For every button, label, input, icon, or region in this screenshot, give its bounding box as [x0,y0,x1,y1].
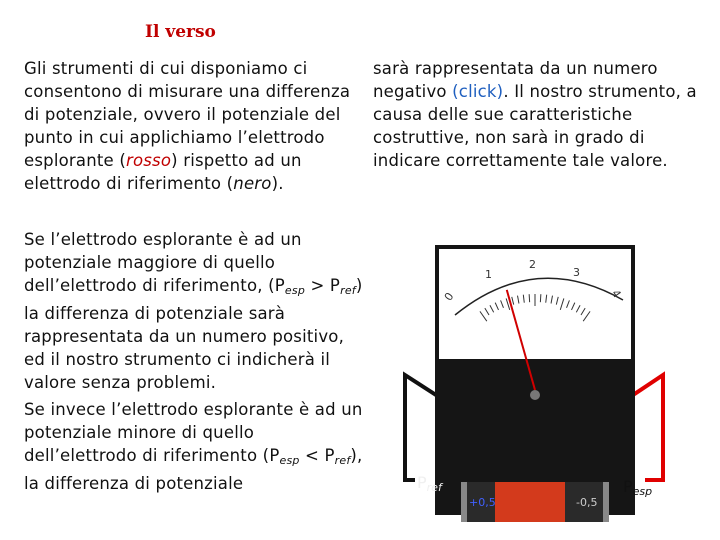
p3-sub-esp: esp [284,284,306,297]
probe-ref-label: P [417,473,427,492]
scale-label-0: 0 [441,290,457,304]
p3-sub-ref: ref [340,284,356,297]
scale-label-1: 1 [485,268,492,281]
p3-text-2: > P [305,276,341,295]
p4-text-3: ), la differenza di potenziale [24,446,363,493]
paragraph-intro [24,57,354,195]
battery-terminal-right [603,482,609,522]
probe-esp-label: P [623,477,633,496]
paragraph-minor [24,398,364,495]
paragraph-positive [24,228,364,394]
p1-text-2: ) rispetto ad un elettrodo di riferimento ( [24,151,302,193]
battery-band [495,482,565,522]
p2-text-2: . Il nostro strumento, a causa delle sue caratteristiche costruttive, non sarà in grado di indicare correttamente tale valore. [373,82,697,170]
probe-ref-sub: ref [426,481,442,494]
p4-text-2: < P [299,446,335,465]
probe-esp-sub: esp [632,485,653,498]
battery-pos-label: +0,5 [469,496,496,509]
slide-title: Il verso [145,22,216,42]
scale-label-3: 3 [573,266,580,279]
voltmeter-figure [395,240,675,530]
p3-text-3: ) la differenza di potenziale sarà rappresentata da un numero positivo, ed il nostro strumento ci indicherà il valore senza problemi. [24,276,363,392]
scale-label-4: 4 [608,287,624,301]
p4-text-1: Se invece l’elettrodo esplorante è ad un potenziale minore di quello dell’elettrodo di riferimento (P [24,400,363,465]
battery-terminal-left [461,482,467,522]
click-link[interactable]: (click) [452,82,504,101]
paragraph-negative [373,57,703,172]
p2-text-1: sarà rappresentata da un numero negativo [373,59,658,101]
scale-label-2: 2 [529,258,536,271]
p4-sub-esp: esp [279,454,300,467]
red-probe-word: rosso [125,151,172,170]
black-probe-word: nero [233,174,272,193]
p3-text-1: Se l’elettrodo esplorante è ad un potenziale maggiore di quello dell’elettrodo di riferimento, (P [24,230,302,295]
battery-neg-label: -0,5 [576,496,598,509]
p1-text-3: ). [271,174,284,193]
needle-pivot [530,390,540,400]
p4-sub-ref: ref [334,454,351,467]
p1-text-1: Gli strumenti di cui disponiamo ci consentono di misurare una differenza di potenziale, ovvero il potenziale del punto in cui applichiamo l’elettrodo esplorante ( [24,59,351,170]
